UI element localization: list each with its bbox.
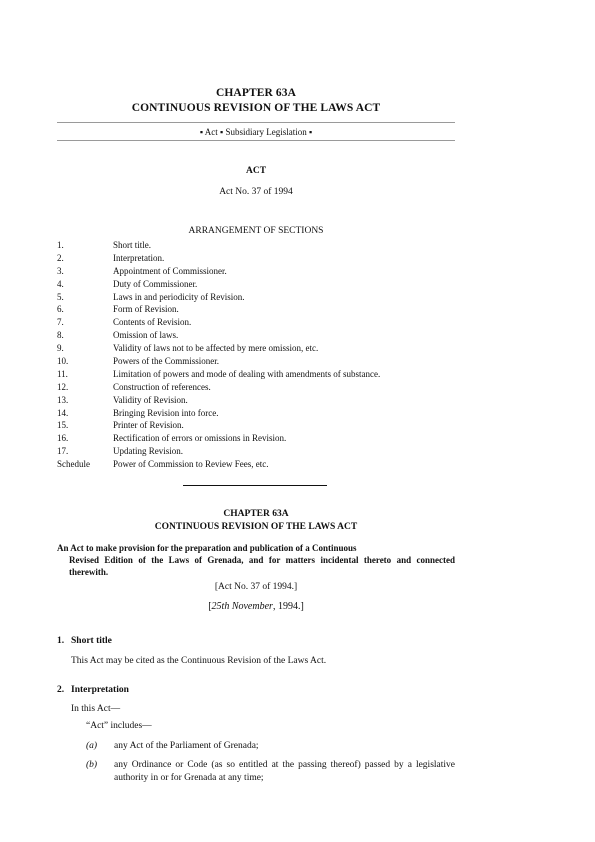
section-title: Updating Revision. bbox=[113, 446, 183, 457]
section-entry[interactable] bbox=[57, 355, 457, 368]
section-entry[interactable] bbox=[57, 291, 457, 304]
section-title: Bringing Revision into force. bbox=[113, 407, 219, 418]
section-entry[interactable] bbox=[57, 419, 457, 432]
section-entry[interactable] bbox=[57, 265, 457, 278]
section-number: 1. bbox=[57, 240, 64, 250]
section-title: Printer of Revision. bbox=[113, 420, 184, 431]
section-1-title: Short title bbox=[71, 636, 112, 646]
section-entry[interactable] bbox=[57, 342, 457, 355]
section-title: Interpretation. bbox=[113, 252, 165, 263]
section-1-number: 1. bbox=[57, 636, 65, 646]
section-1-text: This Act may be cited as the Continuous Revision of the Laws Act. bbox=[71, 656, 327, 666]
section-number: 4. bbox=[57, 278, 64, 289]
section-entry[interactable] bbox=[57, 329, 457, 342]
nav-link-act[interactable]: Act bbox=[204, 127, 218, 137]
section-number: 3. bbox=[57, 265, 64, 276]
section-entry[interactable] bbox=[57, 252, 457, 265]
act-heading: ACT bbox=[245, 166, 267, 176]
nav-bullet: ▪ bbox=[308, 127, 313, 137]
nav-bullet: ▪ bbox=[220, 127, 224, 137]
date-year: , 1994.] bbox=[272, 601, 304, 612]
section-number: 12. bbox=[57, 381, 69, 392]
long-title-first-line: An Act to make provision for the preparation and publication of a Continuous bbox=[57, 543, 357, 553]
document-nav bbox=[57, 126, 455, 138]
section-entry[interactable] bbox=[57, 316, 457, 329]
long-title-continuation: Revised Edition of the Laws of Grenada, and for matters incidental thereto and connected therewith. bbox=[69, 555, 455, 577]
item-text: any Ordinance or Code (as so entitled at the passing thereof) passed by a legislative authority in or for Grenada at any time; bbox=[114, 760, 455, 783]
item-label: (b) bbox=[86, 760, 98, 770]
section-number: 11. bbox=[57, 368, 68, 379]
section-entry[interactable] bbox=[57, 381, 457, 394]
section-1-heading bbox=[57, 636, 112, 646]
long-title bbox=[57, 542, 455, 578]
body-act-title: CONTINUOUS REVISION OF THE LAWS ACT bbox=[154, 521, 358, 532]
section-separator bbox=[183, 485, 327, 486]
section-entry[interactable] bbox=[57, 278, 457, 291]
section-title: Validity of Revision. bbox=[113, 394, 188, 405]
section-number: Schedule bbox=[57, 459, 90, 470]
bottom-divider bbox=[57, 140, 455, 141]
body-title-block bbox=[57, 508, 455, 533]
item-label: (a) bbox=[86, 741, 98, 751]
section-entry[interactable] bbox=[57, 394, 457, 407]
section-2-title: Interpretation bbox=[71, 685, 129, 695]
section-entry[interactable] bbox=[57, 407, 457, 420]
body-chapter-heading: CHAPTER 63A bbox=[223, 509, 289, 519]
commencement-date bbox=[57, 601, 455, 612]
sections-list bbox=[57, 239, 457, 471]
header-title-block bbox=[57, 86, 455, 116]
section-title: Rectification of errors or omissions in Revision. bbox=[113, 433, 287, 444]
section-number: 14. bbox=[57, 407, 69, 418]
nav-bullet: ▪ bbox=[199, 127, 204, 137]
chapter-heading: CHAPTER 63A bbox=[215, 87, 296, 99]
act-title-heading: CONTINUOUS REVISION OF THE LAWS ACT bbox=[131, 102, 381, 114]
section-number: 15. bbox=[57, 420, 69, 431]
section-title: Short title. bbox=[113, 240, 151, 250]
section-number: 17. bbox=[57, 446, 69, 457]
section-title: Duty of Commissioner. bbox=[113, 278, 198, 289]
section-title: Form of Revision. bbox=[113, 304, 179, 315]
section-title: Power of Commission to Review Fees, etc. bbox=[113, 459, 269, 470]
section-2-heading bbox=[57, 685, 129, 695]
section-number: 2. bbox=[57, 252, 64, 263]
section-number: 10. bbox=[57, 356, 69, 367]
section-number: 9. bbox=[57, 343, 64, 354]
date-bracket: [ bbox=[208, 601, 212, 612]
section-entry[interactable] bbox=[57, 368, 457, 381]
section-entry[interactable] bbox=[57, 458, 457, 471]
section-entry[interactable] bbox=[57, 239, 457, 252]
section-number: 7. bbox=[57, 317, 64, 328]
section-entry[interactable] bbox=[57, 303, 457, 316]
section-title: Construction of references. bbox=[113, 381, 211, 392]
section-number: 16. bbox=[57, 433, 69, 444]
section-entry[interactable] bbox=[57, 445, 457, 458]
act-number: Act No. 37 of 1994 bbox=[219, 187, 293, 197]
section-title: Appointment of Commissioner. bbox=[113, 265, 227, 276]
section-title: Contents of Revision. bbox=[113, 317, 192, 328]
act-reference: [Act No. 37 of 1994.] bbox=[214, 582, 298, 592]
section-entry[interactable] bbox=[57, 432, 457, 445]
section-title: Validity of laws not to be affected by mere omission, etc. bbox=[113, 343, 319, 354]
item-text: any Act of the Parliament of Grenada; bbox=[114, 741, 259, 751]
nav-link-subsidiary-legislation[interactable]: Subsidiary Legislation bbox=[225, 127, 307, 137]
section-number: 5. bbox=[57, 291, 64, 302]
top-divider bbox=[57, 122, 455, 123]
section-2-number: 2. bbox=[57, 685, 65, 695]
date-day-month: 25th November bbox=[211, 601, 273, 612]
section-title: Limitation of powers and mode of dealing with amendments of substance. bbox=[113, 368, 381, 379]
section-title: Laws in and periodicity of Revision. bbox=[113, 291, 245, 302]
section-number: 8. bbox=[57, 330, 64, 341]
section-title: Powers of the Commissioner. bbox=[113, 356, 219, 367]
section-title: Omission of laws. bbox=[113, 330, 179, 341]
definition-act: “Act” includes— bbox=[86, 721, 152, 731]
arrangement-heading: ARRANGEMENT OF SECTIONS bbox=[188, 226, 324, 236]
section-2-intro: In this Act— bbox=[71, 704, 121, 714]
section-number: 13. bbox=[57, 394, 69, 405]
section-number: 6. bbox=[57, 304, 64, 315]
